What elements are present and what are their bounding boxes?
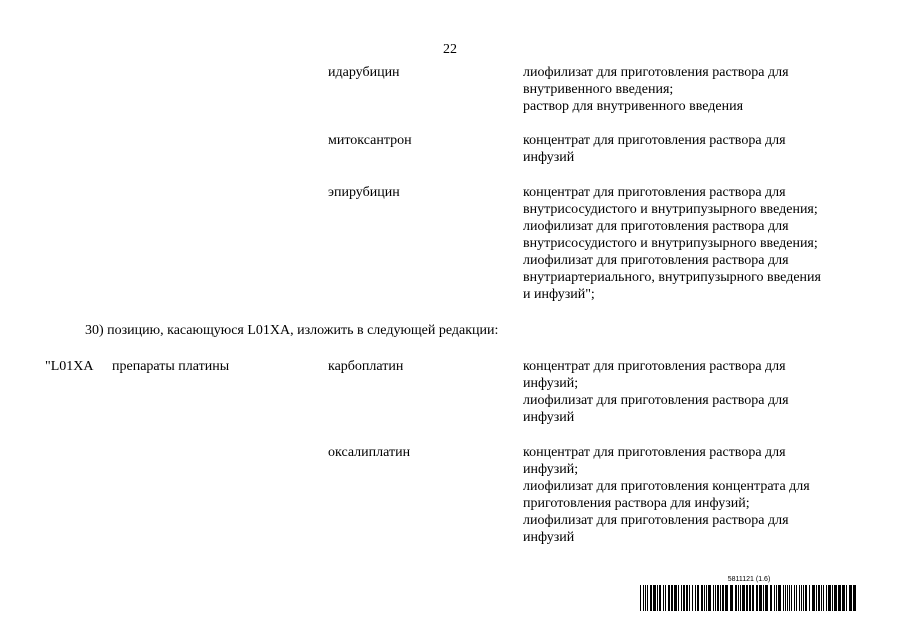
form-line: лиофилизат для приготовления концентрата для	[523, 479, 810, 494]
form-line: концентрат для приготовления раствора для	[523, 133, 786, 148]
form-line: и инфузий";	[523, 287, 595, 302]
form-line: концентрат для приготовления раствора для	[523, 359, 786, 374]
drug-name-oxaliplatin: оксалиплатин	[328, 445, 411, 460]
dosage-forms-carboplatin	[523, 358, 789, 426]
dosage-forms-oxaliplatin	[523, 444, 810, 546]
form-line: приготовления раствора для инфузий;	[523, 496, 750, 511]
form-line: внутрисосудистого и внутрипузырного введения;	[523, 202, 818, 217]
document-barcode	[640, 576, 858, 612]
form-line: лиофилизат для приготовления раствора для	[523, 253, 789, 268]
form-line: концентрат для приготовления раствора для	[523, 185, 786, 200]
form-line: раствор для внутривенного введения	[523, 99, 744, 114]
form-line: внутрисосудистого и внутрипузырного введения;	[523, 236, 818, 251]
drug-name-carboplatin: карбоплатин	[328, 359, 404, 374]
form-line: концентрат для приготовления раствора для	[523, 445, 786, 460]
dosage-forms-epirubicin	[523, 184, 821, 303]
page-number: 22	[443, 42, 457, 57]
form-line: инфузий	[523, 530, 575, 545]
form-line: лиофилизат для приготовления раствора для	[523, 219, 789, 234]
dosage-forms-mitoxantrone	[523, 132, 786, 166]
barcode-icon	[640, 585, 858, 611]
form-line: лиофилизат для приготовления раствора для	[523, 513, 789, 528]
drug-name-epirubicin: эпирубицин	[328, 185, 400, 200]
form-line: инфузий;	[523, 376, 579, 391]
amendment-paragraph: 30) позицию, касающуюся L01XA, изложить в следующей редакции:	[85, 323, 499, 338]
barcode-label: 5811121 (1.6)	[727, 576, 771, 583]
form-line: внутривенного введения;	[523, 82, 674, 97]
form-line: инфузий	[523, 410, 575, 425]
drug-name-mitoxantrone: митоксантрон	[328, 133, 412, 148]
form-line: лиофилизат для приготовления раствора для	[523, 65, 789, 80]
form-line: инфузий	[523, 150, 575, 165]
atc-group-name: препараты платины	[112, 359, 230, 374]
drug-name-idarubicin: идарубицин	[328, 65, 400, 80]
atc-code: "L01XA	[45, 359, 94, 374]
form-line: внутриартериального, внутрипузырного введения	[523, 270, 821, 285]
form-line: инфузий;	[523, 462, 579, 477]
form-line: лиофилизат для приготовления раствора для	[523, 393, 789, 408]
dosage-forms-idarubicin	[523, 64, 789, 115]
